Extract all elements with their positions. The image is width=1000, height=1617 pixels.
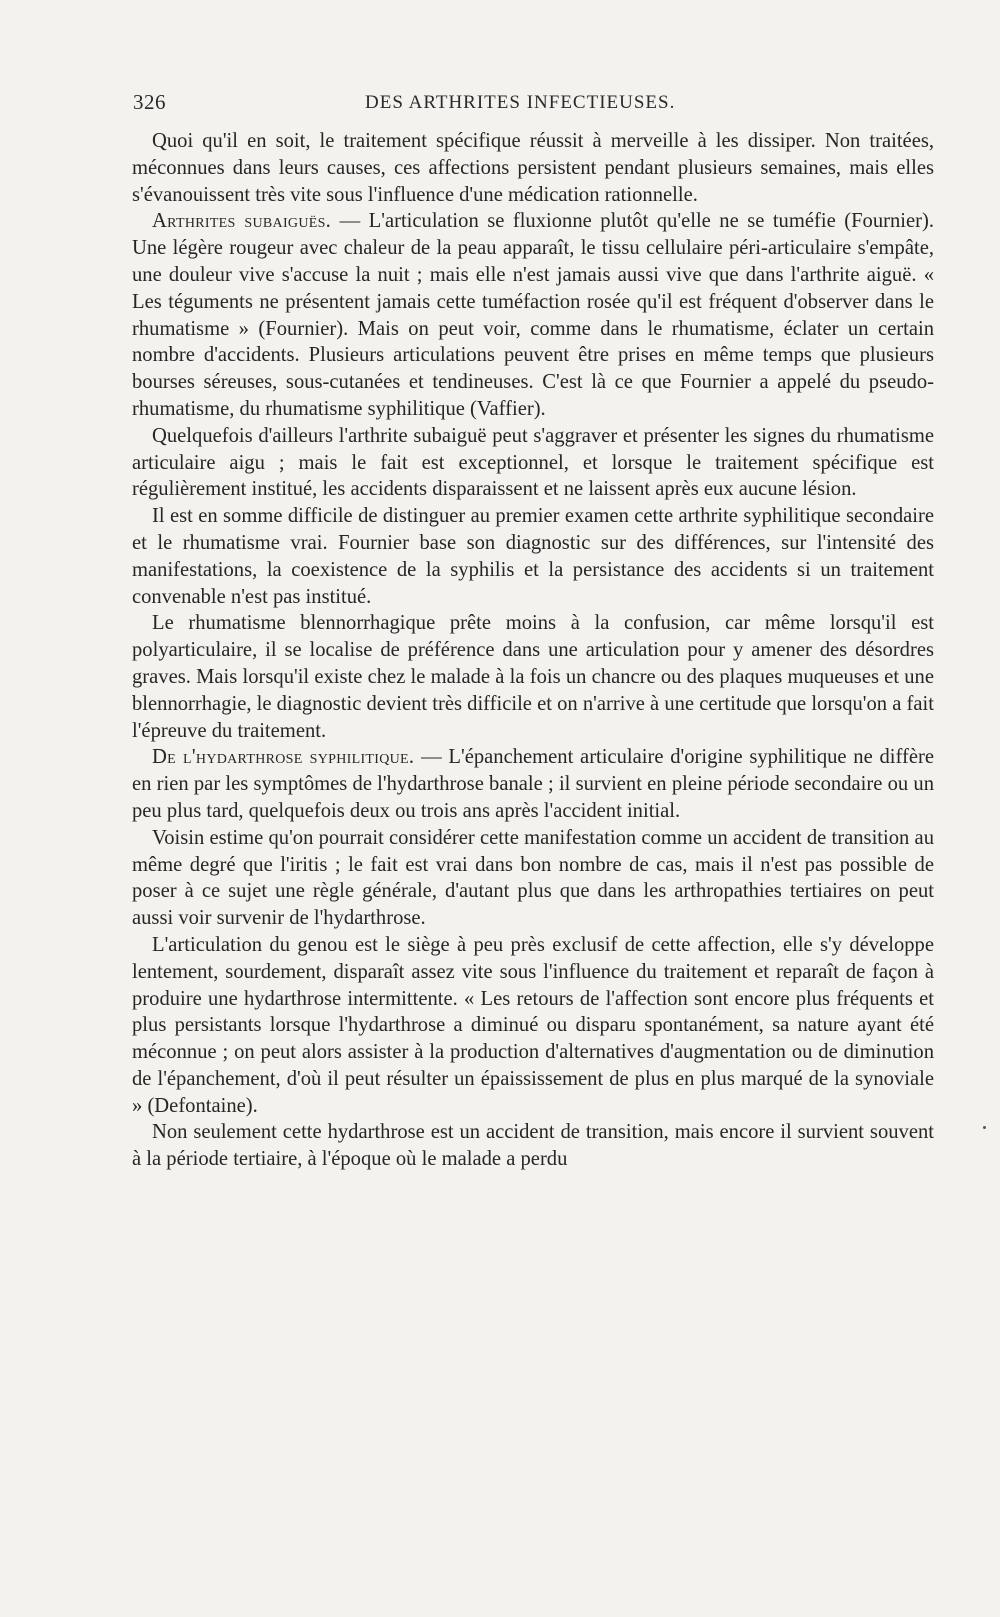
paragraph (132, 503, 934, 610)
paragraph-text: Non seulement cette hydarthrose est un accident de transition, mais encore il survient souvent à la période tertiaire, à l'époque où le malade a perdu (132, 1121, 934, 1171)
paragraph-text: Voisin estime qu'on pourrait considérer cette manifestation comme un accident de transition au même degré que l'iritis ; le fait est vrai dans bon nombre de cas, mais il n'est pas possible de poser à ce sujet une règle générale, d'autant plus que dans les arthropathies tertiaires on peut aussi voir survenir de l'hydarthrose. (132, 826, 934, 930)
page-header (133, 90, 933, 120)
paragraph (132, 744, 934, 824)
paragraph-text: Le rhumatisme blennorrhagique prête moins à la confusion, car même lorsqu'il est polyarticulaire, il se localise de préférence dans une articulation pour y amener des désordres graves. Mais lorsqu'il existe chez le malade à la fois un chancre ou des plaques muqueuses et une blennorrhagie, le diagnostic devient très difficile et on n'arrive à une certitude que lorsqu'on a fait l'épreuve du traitement. (132, 612, 934, 742)
section-heading: Arthrites subaiguës. (152, 210, 332, 233)
paragraph-text: Il est en somme difficile de distinguer au premier examen cette arthrite syphilitique secondaire et le rhumatisme vrai. Fournier base son diagnostic sur des différences, sur l'intensité des manifestations, la coexistence de la syphilis et la persistance des accidents si un traitement convenable n'est pas institué. (132, 505, 934, 608)
page-number: 326 (133, 90, 166, 114)
section-heading: De l'hydarthrose syphilitique. (152, 746, 415, 769)
paragraph-text: — L'épanchement articulaire d'origine syphilitique ne diffère en rien par les symptômes de l'hydarthrose banale ; il survient en pleine période secondaire ou un peu plus tard, quelquefois deux ou trois ans après l'accident initial. (132, 746, 934, 822)
paragraph (132, 208, 934, 422)
paragraph (132, 932, 934, 1120)
paragraph-text: — L'articulation se fluxionne plutôt qu'elle ne se tuméfie (Fournier). Une légère rougeur avec chaleur de la peau apparaît, le tissu cellulaire péri-articulaire s'empâte, une douleur vive s'accuse la nuit ; mais elle n'est jamais aussi vive que dans l'arthrite aiguë. « Les téguments ne présentent jamais cette tuméfaction rosée qu'il est fréquent d'observer dans le rhumatisme » (Fournier). Mais on peut voir, comme dans le rhumatisme, éclater un certain nombre d'accidents. Plusieurs articulations peuvent être prises en même temps que plusieurs bourses séreuses, sous-cutanées et tendineuses. C'est là ce que Fournier a appelé du pseudo-rhumatisme, du rhumatisme syphilitique (Vaffier). (132, 210, 934, 420)
ink-speck (983, 1126, 986, 1129)
body-text (132, 128, 934, 1173)
paragraph-text: Quelquefois d'ailleurs l'arthrite subaiguë peut s'aggraver et présenter les signes du rhumatisme articulaire aigu ; mais le fait est exceptionnel, et lorsque le traitement spécifique est régulièrement institué, les accidents disparaissent et ne laissent après eux aucune lésion. (132, 424, 934, 501)
paragraph-text: Quoi qu'il en soit, le traitement spécifique réussit à merveille à les dissiper. Non traitées, méconnues dans leurs causes, ces affections persistent pendant plusieurs semaines, mais elles s'évanouissent très vite sous l'influence d'une médication rationnelle. (132, 130, 934, 206)
running-title: DES ARTHRITES INFECTIEUSES. (365, 92, 676, 113)
paragraph (132, 423, 934, 503)
paragraph (132, 1119, 934, 1173)
paragraph (132, 825, 934, 932)
paragraph (132, 610, 934, 744)
paragraph (132, 128, 934, 208)
paragraph-text: L'articulation du genou est le siège à peu près exclusif de cette affection, elle s'y développe lentement, sourdement, disparaît assez vite sous l'influence du traitement et reparaît de façon à produire une hydarthrose intermittente. « Les retours de l'affection sont encore plus fréquents et plus persistants lorsque l'hydarthrose a diminué ou disparu spontanément, sa nature ayant été méconnue ; on peut alors assister à la production d'alternatives d'augmentation ou de diminution de l'épanchement, d'où il peut résulter un épaississement de plus en plus marqué de la synoviale » (Defontaine). (132, 933, 934, 1117)
